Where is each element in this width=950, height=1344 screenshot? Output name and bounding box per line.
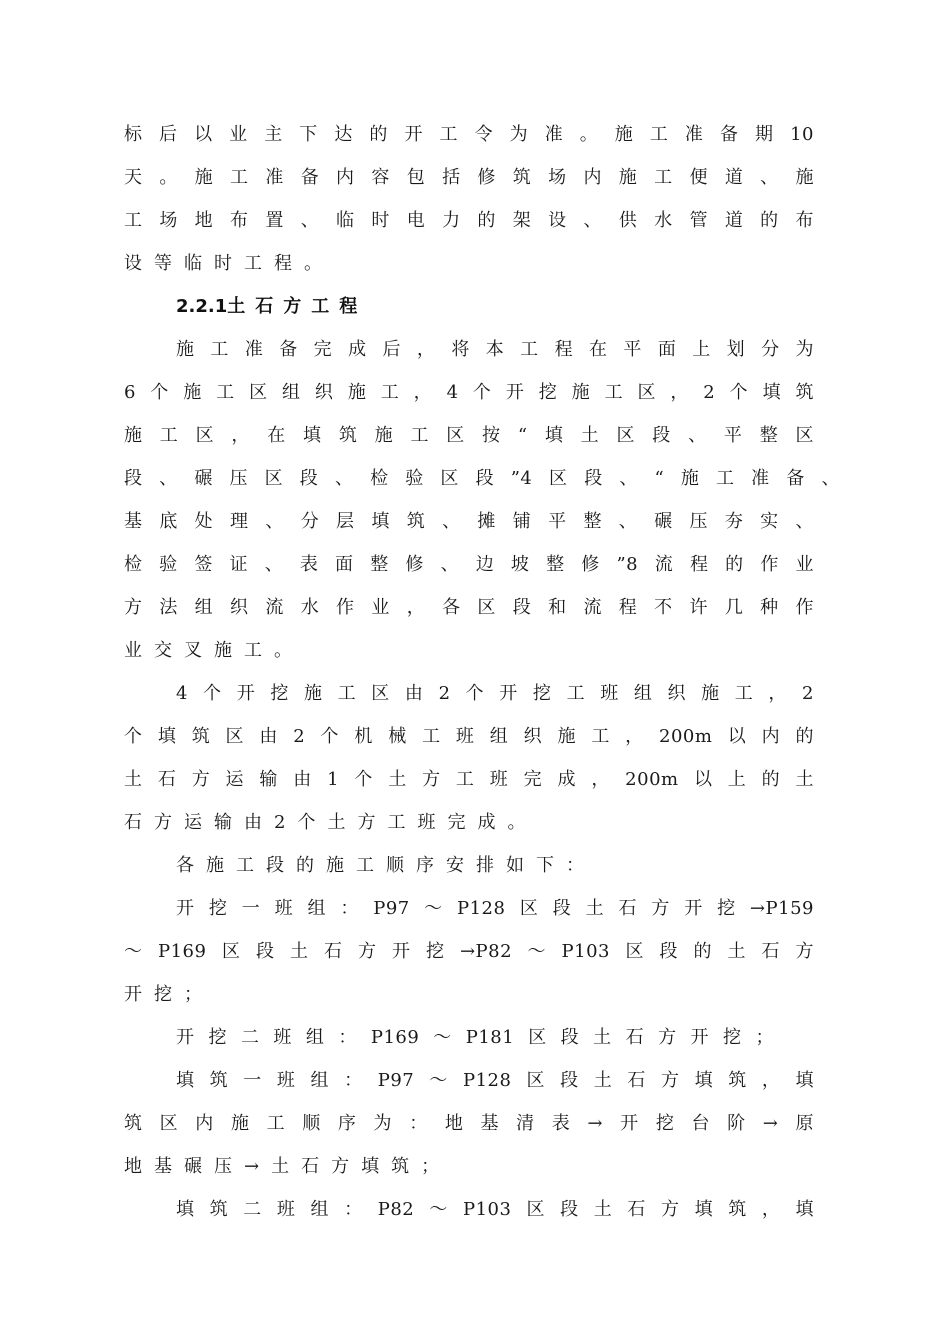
text-line: 检验签证、表面整修、边坡整修”8流程的作业 (124, 554, 814, 575)
text-line: 填筑一班组：P97～P128区段土石方填筑，填 (176, 1070, 814, 1091)
text-line: 设等临时工程。 (124, 253, 334, 274)
text-line: 天。施工准备内容包括修筑场内施工便道、施 (124, 167, 814, 188)
section-number: 2.2.1 (176, 296, 228, 317)
text-line: 工场地布置、临时电力的架设、供水管道的布 (124, 210, 814, 231)
text-line: 个填筑区由2个机械工班组织施工，200m以内的 (124, 726, 814, 747)
text-line: 业交叉施工。 (124, 640, 304, 661)
text-line: 标后以业主下达的开工令为准。施工准备期10 (124, 124, 814, 145)
text-line: 段、碾压区段、检验区段”4区段、“施工准备、 (124, 468, 840, 489)
text-line: 填筑二班组：P82～P103区段土石方填筑，填 (176, 1199, 814, 1220)
section-heading (176, 296, 367, 318)
text-line: 地基碾压→土石方填筑； (124, 1156, 452, 1177)
text-line: 施工准备完成后，将本工程在平面上划分为 (176, 339, 814, 360)
text-line: 筑区内施工顺序为：地基清表→开挖台阶→原 (124, 1113, 814, 1134)
text-line: 石方运输由2个土方工班完成。 (124, 812, 538, 833)
section-title: 土石方工程 (227, 296, 368, 317)
text-line: 开挖二班组：P169～P181区段土石方开挖； (176, 1027, 774, 1048)
text-line: 开挖； (124, 984, 214, 1005)
text-line: 6个施工区组织施工，4个开挖施工区，2个填筑 (124, 382, 814, 403)
text-line: 各施工段的施工顺序安排如下： (176, 855, 596, 876)
text-line: 基底处理、分层填筑、摊铺平整、碾压夯实、 (124, 511, 814, 532)
text-line: ～P169区段土石方开挖→P82～P103区段的土石方 (124, 941, 814, 962)
text-line: 开挖一班组：P97～P128区段土石方开挖→P159 (176, 898, 814, 919)
text-line: 方法组织流水作业，各区段和流程不许几种作 (124, 597, 814, 618)
text-line: 施工区，在填筑施工区按“填土区段、平整区 (124, 425, 814, 446)
text-line: 4个开挖施工区由2个开挖工班组织施工，2 (176, 683, 814, 704)
text-line: 土石方运输由1个土方工班完成，200m以上的土 (124, 769, 814, 790)
